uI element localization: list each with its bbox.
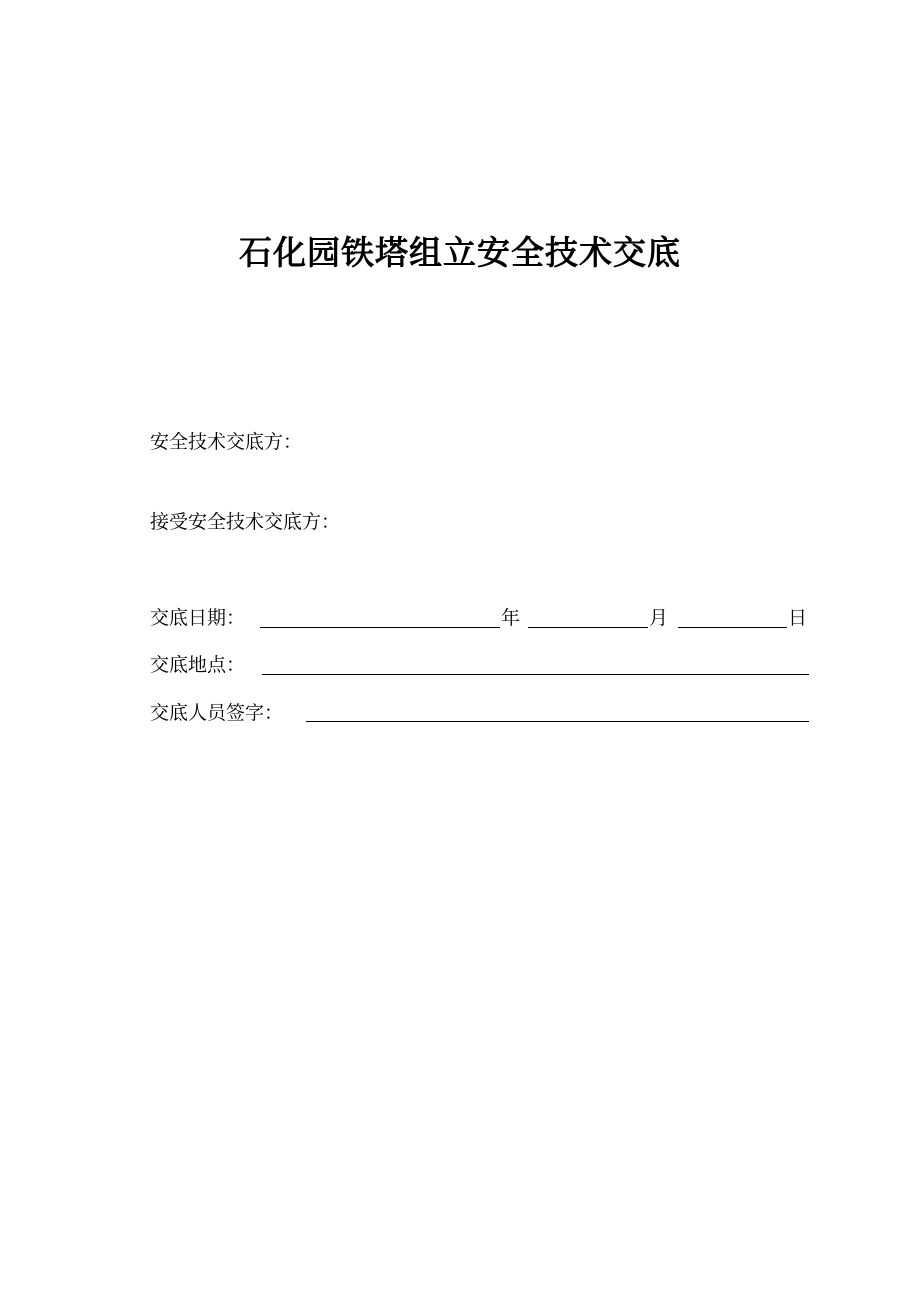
discloser-label: 安全技术交底方： (150, 431, 303, 453)
signature-label: 交底人员签字： (150, 702, 284, 724)
date-year-unit: 年 (501, 607, 521, 629)
signature-blank[interactable] (306, 721, 809, 722)
document-title: 石化园铁塔组立安全技术交底 (239, 233, 681, 272)
date-day-unit: 日 (788, 607, 808, 629)
location-blank[interactable] (262, 674, 809, 675)
date-month-blank[interactable] (528, 627, 648, 628)
location-label: 交底地点： (150, 654, 246, 676)
date-month-unit: 月 (649, 607, 669, 629)
receiver-label: 接受安全技术交底方： (150, 511, 341, 533)
date-year-blank[interactable] (260, 627, 500, 628)
date-label: 交底日期： (150, 607, 246, 629)
date-day-blank[interactable] (678, 627, 787, 628)
